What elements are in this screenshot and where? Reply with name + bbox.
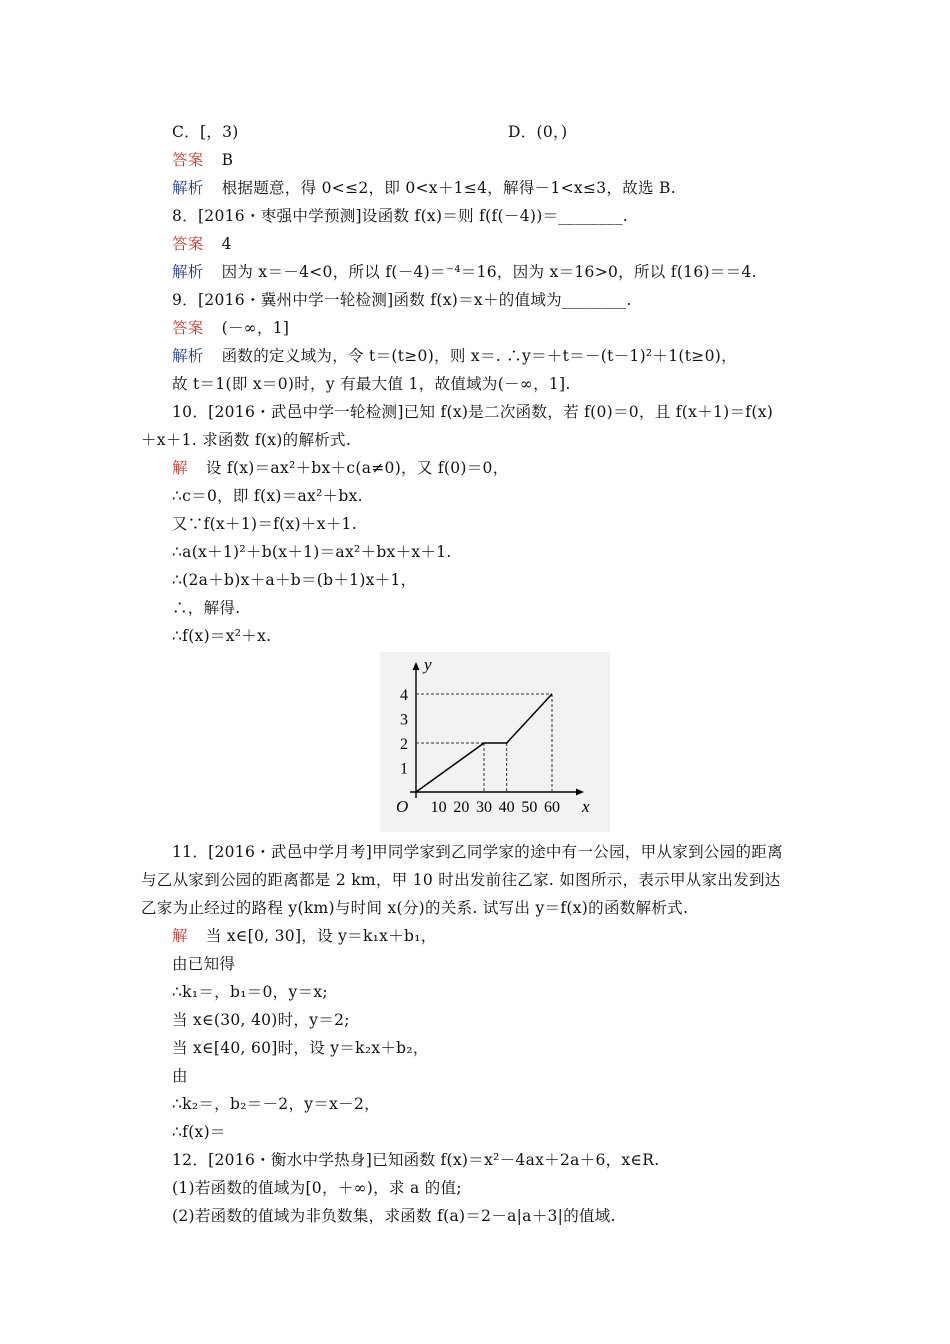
analysis-9-cont: 故 t＝1(即 x＝0)时，y 有最大值 1，故值域为(－∞，1]. — [172, 375, 571, 393]
solution-label: 解 — [172, 459, 188, 477]
solution-11-step: 当 x∈(30, 40)时，y＝2; — [172, 1011, 350, 1029]
x-tick-label: 60 — [544, 799, 560, 816]
analysis-label: 解析 — [172, 347, 204, 365]
y-axis-label: y — [424, 655, 432, 674]
chart-svg — [380, 652, 610, 832]
question-12-part1: (1)若函数的值域为[0，＋∞)，求 a 的值; — [172, 1179, 462, 1197]
answer-9: 答案 (－∞，1] — [172, 319, 290, 337]
question-11-cont: 与乙从家到公园的距离都是 2 km，甲 10 时出发前往乙家. 如图所示，表示甲从家出发到达 — [141, 871, 781, 889]
question-9: 9．[2016・冀州中学一轮检测]函数 f(x)＝x＋的值域为________. — [172, 291, 632, 309]
solution-10-step: 又∵f(x＋1)＝f(x)＋x＋1. — [172, 515, 357, 533]
y-tick-label: 2 — [400, 736, 408, 753]
x-tick-label: 30 — [476, 799, 492, 816]
solution-10: 解 设 f(x)＝ax²＋bx＋c(a≠0)，又 f(0)＝0， — [172, 459, 509, 477]
answer-7: 答案 B — [172, 151, 234, 169]
x-tick-label: 20 — [453, 799, 470, 816]
question-8: 8．[2016・枣强中学预测]设函数 f(x)＝则 f(f(－4))＝________. — [172, 207, 628, 225]
answer-8: 答案 4 — [172, 235, 232, 253]
solution-11-step: ∴f(x)＝ — [172, 1123, 226, 1141]
analysis-label: 解析 — [172, 179, 204, 197]
x-tick-label: 40 — [498, 799, 515, 816]
answer-label: 答案 — [172, 319, 204, 337]
solution-10-step: ∴c＝0，即 f(x)＝ax²＋bx. — [172, 487, 363, 505]
solution-11: 解 当 x∈[0, 30]，设 y＝k₁x＋b₁， — [172, 927, 437, 945]
analysis-7: 解析 根据题意，得 0<≤2，即 0<x＋1≤4，解得－1<x≤3，故选 B. — [172, 179, 676, 197]
y-tick-label: 4 — [400, 687, 408, 704]
analysis-8: 解析 因为 x＝－4<0，所以 f(－4)＝⁻⁴＝16，因为 x＝16>0，所以 f(16)＝＝4. — [172, 263, 757, 281]
question-11: 11．[2016・武邑中学月考]甲同学家到乙同学家的途中有一公园，甲从家到公园的距离 — [172, 843, 783, 861]
solution-11-step: ∴k₂＝，b₂＝－2，y＝x－2， — [172, 1095, 380, 1113]
x-tick-label: 10 — [430, 799, 447, 816]
answer-label: 答案 — [172, 235, 204, 253]
origin-label: O — [396, 797, 409, 816]
question-10: 10．[2016・武邑中学一轮检测]已知 f(x)是二次函数，若 f(0)＝0，且 f(x＋1)＝f(x) — [172, 403, 774, 421]
solution-10-step: ∴a(x＋1)²＋b(x＋1)＝ax²＋bx＋x＋1. — [172, 543, 452, 561]
x-tick-label: 50 — [521, 799, 538, 816]
answer-label: 答案 — [172, 151, 204, 169]
solution-10-step: ∴f(x)＝x²＋x. — [172, 627, 272, 645]
option-d: D．(0，) — [508, 123, 568, 141]
question-12-part2: (2)若函数的值域为非负数集，求函数 f(a)＝2－a|a＋3|的值域. — [172, 1207, 616, 1225]
chart-background — [380, 652, 610, 832]
question-12: 12．[2016・衡水中学热身]已知函数 f(x)＝x²－4ax＋2a＋6，x∈R. — [172, 1151, 660, 1169]
solution-11-step: 由 — [172, 1067, 188, 1085]
question-11-cont: 乙家为止经过的路程 y(km)与时间 x(分)的关系. 试写出 y＝f(x)的函数解析式. — [141, 899, 689, 917]
y-tick-label: 1 — [400, 760, 408, 778]
y-tick-label: 3 — [400, 711, 408, 729]
solution-11-step: ∴k₁＝，b₁＝0，y＝x; — [172, 983, 328, 1001]
option-c: C．[，3) — [172, 123, 239, 141]
solution-11-step: 当 x∈[40, 60]时，设 y＝k₂x＋b₂， — [172, 1039, 429, 1057]
question-10-cont: ＋x＋1. 求函数 f(x)的解析式. — [141, 431, 352, 449]
solution-label: 解 — [172, 927, 188, 945]
distance-time-chart — [380, 652, 610, 832]
analysis-label: 解析 — [172, 263, 204, 281]
x-axis-label: x — [582, 797, 590, 816]
solution-10-step: ∴(2a＋b)x＋a＋b＝(b＋1)x＋1， — [172, 571, 417, 589]
analysis-9: 解析 函数的定义域为，令 t＝(t≥0)，则 x＝. ∴y＝＋t＝－(t－1)²＋1(t≥0)， — [172, 347, 737, 365]
solution-11-step: 由已知得 — [172, 955, 236, 973]
solution-10-step: ∴，解得. — [172, 599, 241, 617]
